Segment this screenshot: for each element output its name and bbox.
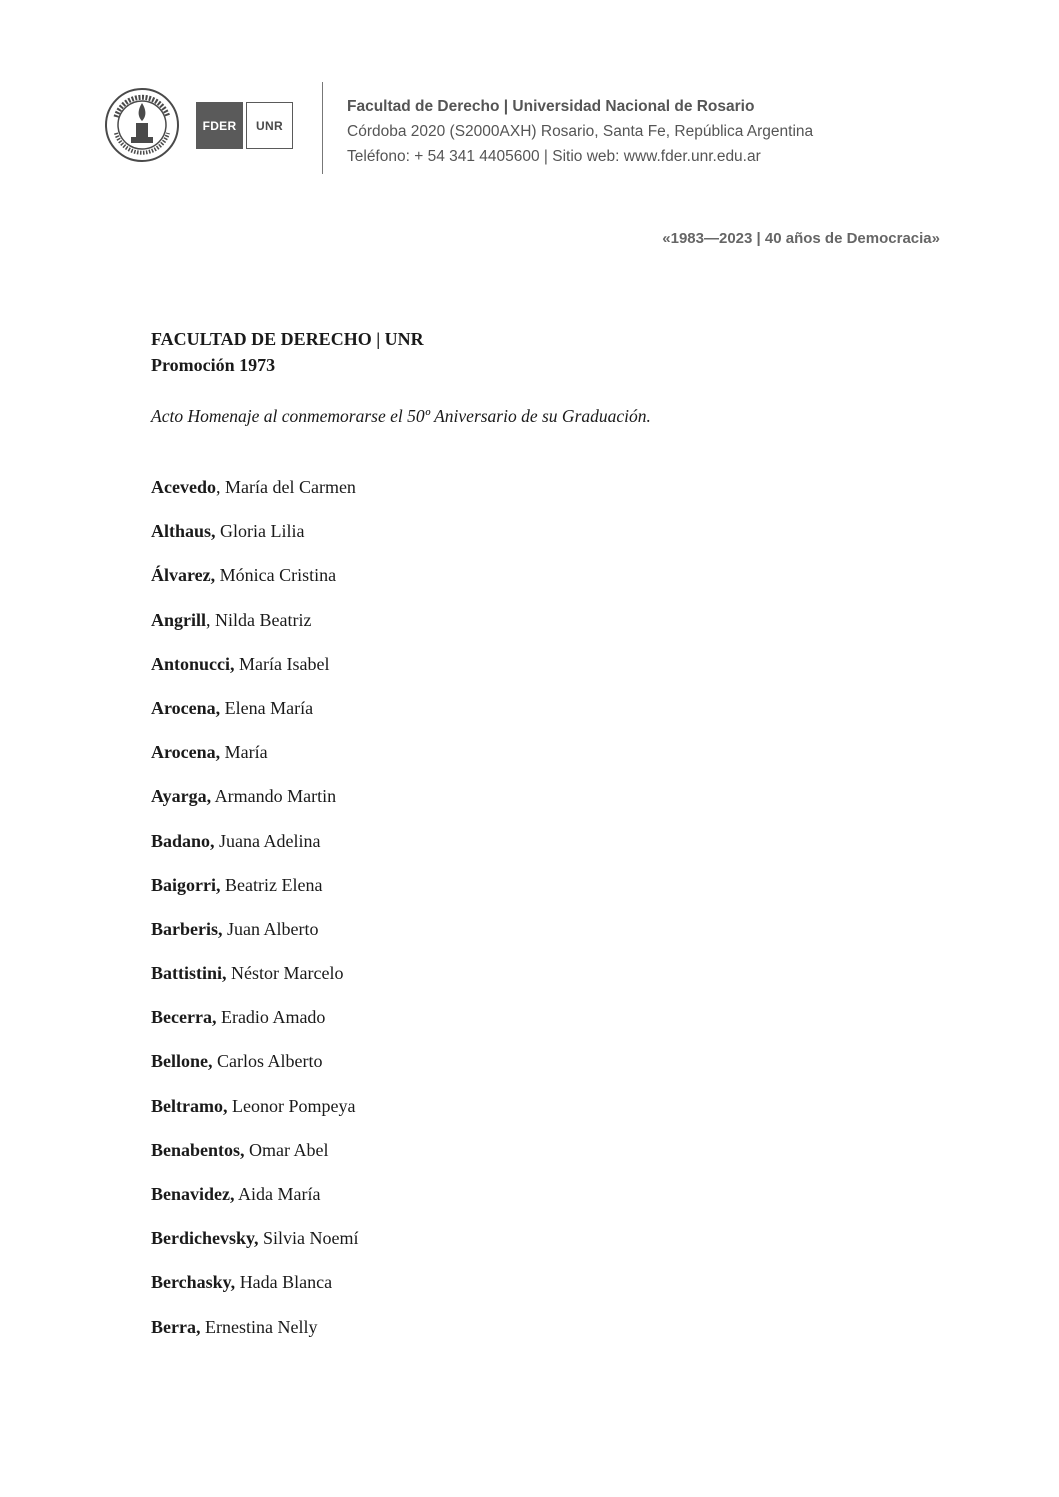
unr-logo-label: UNR — [256, 118, 283, 133]
list-item — [151, 607, 359, 651]
graduate-surname: Barberis, — [151, 918, 223, 939]
list-item — [151, 872, 359, 916]
graduate-given-name: Néstor Marcelo — [226, 963, 344, 984]
graduate-given-name: María — [220, 742, 268, 763]
graduate-surname: Becerra, — [151, 1007, 217, 1028]
graduate-surname: Berchasky, — [151, 1272, 236, 1293]
unr-logo — [246, 102, 293, 149]
list-item — [151, 739, 359, 783]
graduate-surname: Angrill — [151, 609, 207, 630]
graduate-surname: Ayarga, — [151, 786, 212, 807]
graduate-given-name: Eradio Amado — [216, 1007, 326, 1028]
list-item — [151, 783, 359, 827]
list-item — [151, 1225, 359, 1269]
graduate-surname: Benavidez, — [151, 1184, 235, 1204]
list-item — [151, 518, 359, 562]
graduate-given-name: , María del Carmen — [215, 477, 356, 497]
graduate-given-name: María Isabel — [234, 653, 330, 674]
graduate-given-name: Juan Alberto — [222, 918, 319, 939]
graduate-given-name: Silvia Noemí — [258, 1228, 359, 1249]
graduate-given-name: Hada Blanca — [235, 1272, 333, 1293]
graduate-surname: Baigorri, — [151, 874, 221, 895]
institution-contact-block — [347, 94, 813, 169]
graduate-surname: Arocena, — [151, 697, 221, 718]
university-seal-icon — [104, 87, 180, 163]
list-item — [151, 1004, 359, 1048]
graduate-given-name: Elena María — [220, 697, 314, 718]
list-item — [151, 474, 359, 518]
graduate-surname: Álvarez, — [151, 565, 216, 586]
institution-address: Córdoba 2020 (S2000AXH) Rosario, Santa Fe, República Argentina — [347, 123, 814, 140]
graduate-given-name: Gloria Lilia — [215, 521, 305, 542]
institution-name: Facultad de Derecho | Universidad Nacional de Rosario — [347, 98, 755, 115]
list-item — [151, 1137, 359, 1181]
list-item — [151, 1269, 359, 1313]
list-item — [151, 695, 359, 739]
list-item — [151, 1314, 359, 1358]
graduate-surname: Acevedo — [151, 477, 216, 497]
list-item — [151, 960, 359, 1004]
democracy-motto: «1983—2023 | 40 años de Democracia» — [662, 230, 940, 247]
graduate-given-name: Mónica Cristina — [215, 565, 337, 586]
list-item — [151, 1093, 359, 1137]
list-item — [151, 828, 359, 872]
graduate-given-name: Beatriz Elena — [220, 874, 323, 895]
graduate-surname: Berra, — [151, 1316, 201, 1337]
header-divider — [322, 82, 323, 174]
list-item — [151, 562, 359, 606]
list-item — [151, 651, 359, 695]
graduate-surname: Bellone, — [151, 1051, 213, 1072]
document-title-faculty: FACULTAD DE DERECHO | UNR — [151, 329, 424, 349]
graduate-surname: Berdichevsky, — [151, 1228, 259, 1249]
graduate-given-name: Juana Adelina — [214, 830, 321, 851]
graduate-surname: Arocena, — [151, 742, 221, 763]
graduate-surname: Althaus, — [151, 521, 216, 542]
graduate-surname: Antonucci, — [151, 653, 235, 674]
graduate-list — [151, 474, 359, 1358]
document-title — [151, 326, 424, 378]
document-subtitle: Acto Homenaje al conmemorarse el 50º Aniversario de su Graduación. — [151, 406, 651, 426]
graduate-given-name: Omar Abel — [244, 1139, 329, 1160]
graduate-surname: Beltramo, — [151, 1095, 228, 1116]
fder-logo — [196, 102, 243, 149]
graduate-given-name: , Nilda Beatriz — [206, 609, 312, 630]
graduate-given-name: Ernestina Nelly — [200, 1316, 318, 1337]
graduate-given-name: Leonor Pompeya — [227, 1095, 356, 1116]
document-title-promotion: Promoción 1973 — [151, 355, 276, 375]
graduate-given-name: Carlos Alberto — [212, 1051, 323, 1072]
fder-logo-label: FDER — [202, 118, 237, 133]
graduate-surname: Battistini, — [151, 963, 227, 984]
graduate-surname: Benabentos, — [151, 1139, 245, 1160]
list-item — [151, 916, 359, 960]
graduate-given-name: Armando Martin — [211, 786, 337, 807]
institution-contact: Teléfono: + 54 341 4405600 | Sitio web: www.fder.unr.edu.ar — [347, 148, 761, 165]
list-item — [151, 1181, 359, 1225]
graduate-given-name: Aida María — [234, 1184, 321, 1204]
graduate-surname: Badano, — [151, 830, 215, 851]
list-item — [151, 1048, 359, 1092]
